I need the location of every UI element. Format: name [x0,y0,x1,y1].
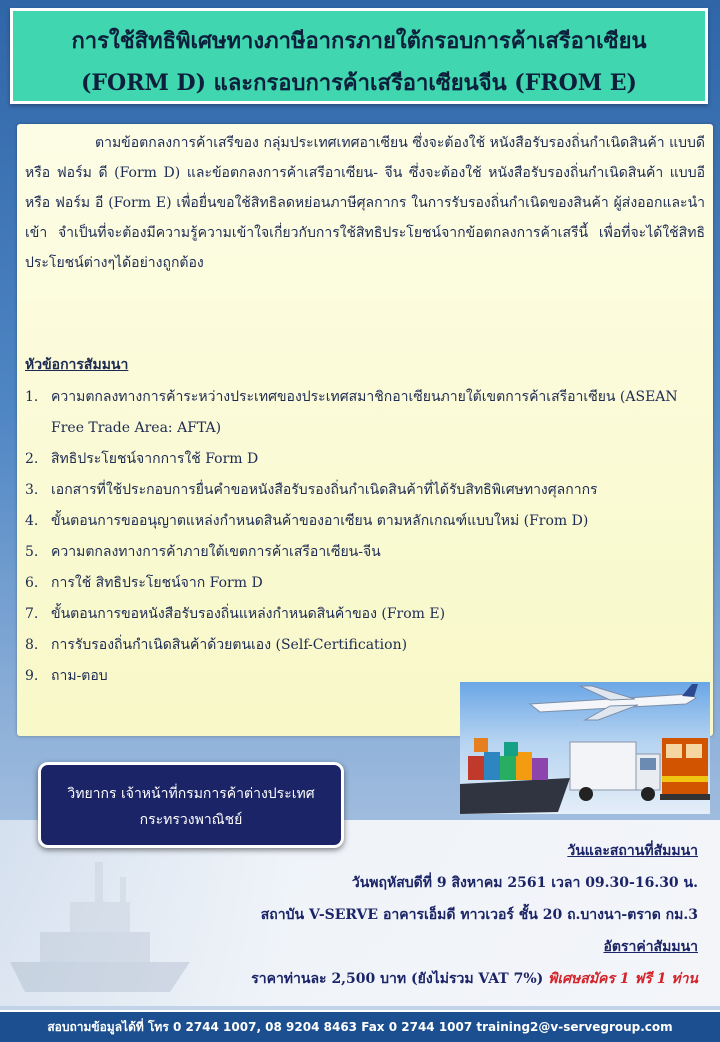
event-place: สถาบัน V-SERVE อาคารเอ็มดี ทาวเวอร์ ชั้น 20 ถ.บางนา-ตราด กม.3 [260,907,698,923]
list-item [25,475,705,506]
truck-icon [570,742,660,801]
list-text: การรับรองถิ่นกำเนิดสินค้าด้วยตนเอง (Self-Certification) [51,637,408,653]
list-number: 1. [25,389,39,405]
title-line-1: การใช้สิทธิพิเศษทางภาษีอากรภายใต้กรอบการค้าเสรีอาเซียน [71,28,647,54]
event-date: วันพฤหัสบดีที่ 9 สิงหาคม 2561 เวลา 09.30-16.30 น. [351,875,698,891]
promo-text: พิเศษสมัคร 1 ฟรี 1 ท่าน [548,971,698,987]
list-number: 6. [25,575,39,591]
speaker-line-1: วิทยากร เจ้าหน้าที่กรมการค้าต่างประเทศ [67,786,315,802]
list-item [25,568,705,599]
list-item [25,382,705,444]
list-item [25,599,705,630]
list-item [25,537,705,568]
intro-paragraph: ตามข้อตกลงการค้าเสรีของ กลุ่มประเทศเทศอาเซียน ซึ่งจะต้องใช้ หนังสือรับรองถิ่นกำเนิดสินค้า แบบดี หรือ ฟอร์ม ดี (Form D) และข้อตกลงการค้าเสรีอาเซียน- จีน ซึ่งจะต้องใช้ หนังสือรับรองถิ่นกำเนิดสินค้า แบบอี หรือ ฟอร์ม อี (Form E) เพื่อยื่นขอใช้สิทธิลดหย่อนภาษีศุลกากร ในการรับรองถิ่นกำเนิดของสินค้า ผู้ส่งออกและนำเข้า จำเป็นที่จะต้องมีความรู้ความเข้าใจเกี่ยวกับการใช้สิทธิประโยชน์จากข้อตกลงการค้าเสรีนี้ เพื่อที่จะได้ใช้สิทธิประโยชน์ต่างๆได้อย่างถูกต้อง [25,135,705,271]
list-item [25,506,705,537]
list-number: 8. [25,637,39,653]
contact-footer: สอบถามข้อมูลได้ที่ โทร 0 2744 1007, 08 9204 8463 Fax 0 2744 1007 training2@v-servegroup.com [0,1010,720,1042]
list-number: 4. [25,513,39,529]
list-text: ถาม-ตอบ [51,668,108,684]
content-panel [17,124,713,736]
list-text: ความตกลงทางการค้าระหว่างประเทศของประเทศสมาชิกอาเซียนภายใต้เขตการค้าเสรีอาเซียน (ASEAN Free Trade Area: AFTA) [51,389,678,436]
speaker-line-2: กระทรวงพาณิชย์ [139,812,243,828]
list-text: สิทธิประโยชน์จากการใช้ Form D [51,451,259,467]
transport-photo [460,682,710,814]
airplane-icon [530,684,698,720]
list-number: 7. [25,606,39,622]
list-text: เอกสารที่ใช้ประกอบการยื่นคำขอหนังสือรับรองถิ่นกำเนิดสินค้าที่ได้รับสิทธิพิเศษทางศุลกากร [51,482,598,498]
topics-heading: หัวข้อการสัมมนา [25,357,129,373]
list-number: 9. [25,668,39,684]
list-item [25,444,705,475]
topics-list [25,382,705,692]
transport-illustration-icon [460,682,710,814]
list-item [25,630,705,661]
price-line [251,968,698,990]
ship-silhouette-icon [0,832,200,1002]
list-number: 5. [25,544,39,560]
list-number: 2. [25,451,39,467]
title-line-2: (FORM D) และกรอบการค้าเสรีอาเซียนจีน (FROM E) [81,70,637,96]
list-text: ขั้นตอนการขออนุญาตแหล่งกำหนดสินค้าของอาเซียน ตามหลักเกณฑ์แบบใหม่ (From D) [51,513,589,529]
list-text: การใช้ สิทธิประโยชน์จาก Form D [51,575,263,591]
speaker-box [38,762,344,848]
train-icon [660,738,710,800]
list-text: ขั้นตอนการขอหนังสือรับรองถิ่นแหล่งกำหนดสินค้าของ (From E) [51,606,446,622]
cargo-ship-icon [460,738,570,814]
price-text: ราคาท่านละ 2,500 บาท (ยังไม่รวม VAT 7%) [251,971,544,987]
venue-heading: วันและสถานที่สัมมนา [567,843,698,859]
title-banner [10,8,708,104]
fee-heading: อัตราค่าสัมมนา [603,939,698,955]
list-text: ความตกลงทางการค้าภายใต้เขตการค้าเสรีอาเซียน-จีน [51,544,381,560]
list-number: 3. [25,482,39,498]
